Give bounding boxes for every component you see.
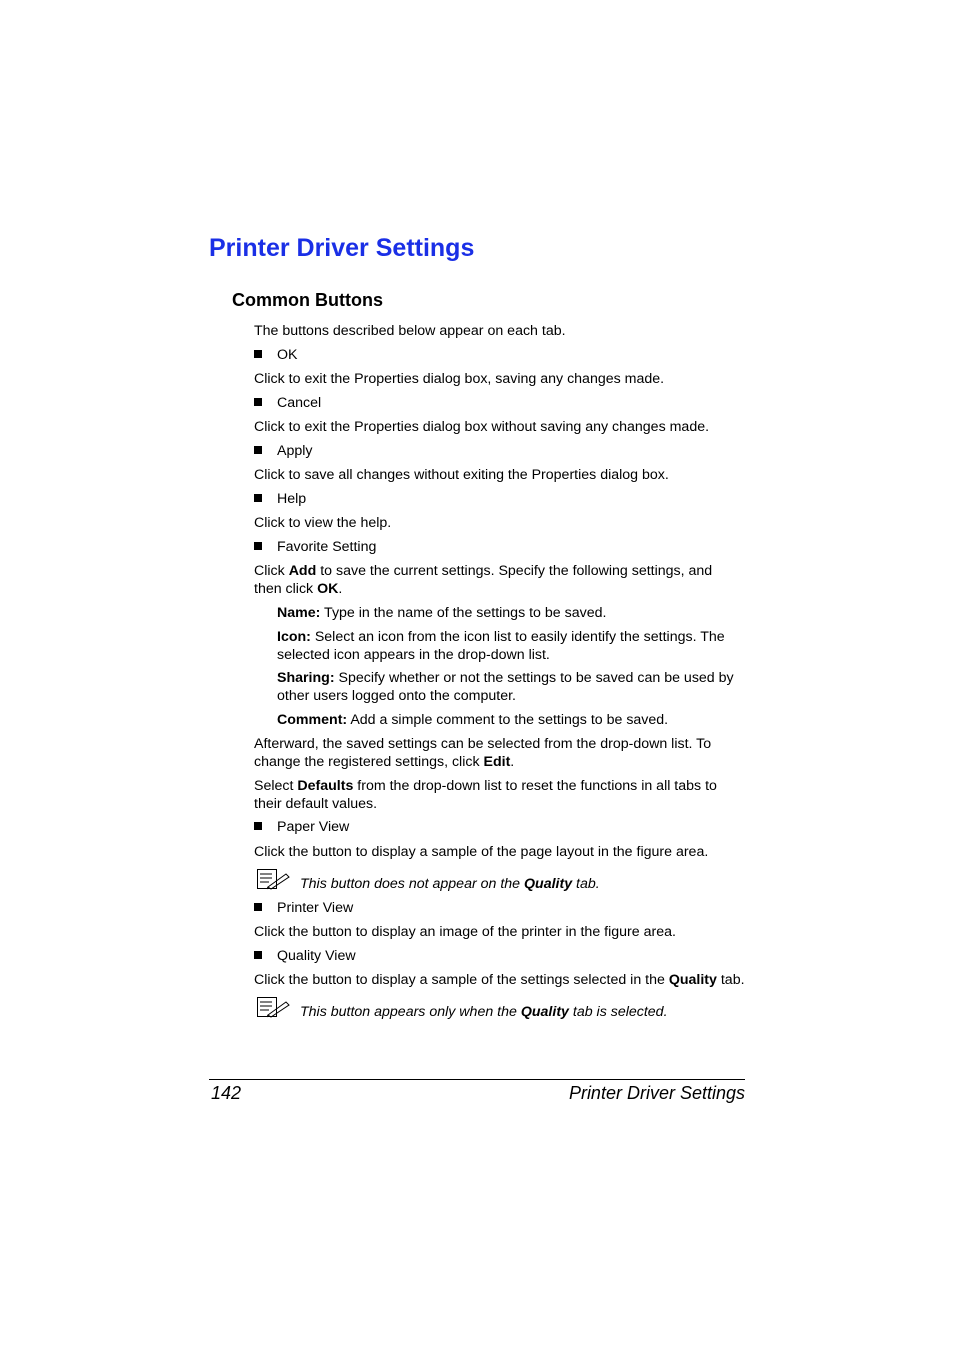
paper-view-description: Click the button to display a sample of the page layout in the figure area. [254,844,709,860]
quality-view-note: This button appears only when the Quality tab is selected. [300,1004,668,1020]
footer-divider [209,1079,745,1080]
list-item-cancel: Cancel [254,395,321,413]
quality-view-description: Click the button to display a sample of the settings selected in the Quality tab. [254,972,745,988]
square-bullet-icon [254,446,262,454]
favorite-comment-field-desc: Comment: Add a simple comment to the settings to be saved. [277,712,669,728]
list-item-quality-view: Quality View [254,948,356,966]
favorite-description: Click Add to save the current settings. Specify the following settings, and then click OK. [254,563,713,597]
square-bullet-icon [254,951,262,959]
paper-view-note: This button does not appear on the Quality tab. [300,876,600,892]
favorite-sharing-field-desc: Sharing: Specify whether or not the settings to be saved can be used by other users logged onto the computer. [277,670,734,704]
square-bullet-icon [254,822,262,830]
square-bullet-icon [254,350,262,358]
favorite-defaults-text: Select Defaults from the drop-down list to reset the functions in all tabs to their default values. [254,778,717,812]
favorite-icon-field-desc: Icon: Select an icon from the icon list to easily identify the settings. The selected icon appears in the drop-down list. [277,629,725,663]
printer-view-description: Click the button to display an image of the printer in the figure area. [254,924,676,940]
intro-text: The buttons described below appear on each tab. [254,323,566,339]
cancel-description: Click to exit the Properties dialog box without saving any changes made. [254,419,710,435]
list-item-favorite-setting: Favorite Setting [254,539,376,557]
page-heading: Printer Driver Settings [209,234,475,262]
favorite-afterward-text: Afterward, the saved settings can be selected from the drop-down list. To change the registered settings, click Edit. [254,736,712,770]
ok-description: Click to exit the Properties dialog box, saving any changes made. [254,371,665,387]
footer-title: Printer Driver Settings [568,1083,745,1103]
square-bullet-icon [254,903,262,911]
favorite-name-field-desc: Name: Type in the name of the settings to be saved. [277,605,607,621]
apply-description: Click to save all changes without exiting the Properties dialog box. [254,467,669,483]
list-item-apply: Apply [254,443,313,461]
square-bullet-icon [254,494,262,502]
list-item-paper-view: Paper View [254,819,349,837]
list-item-help: Help [254,491,306,509]
page-number: 142 [211,1083,242,1103]
list-item-ok: OK [254,347,298,365]
section-heading: Common Buttons [232,290,383,310]
note-pencil-icon [256,996,290,1018]
square-bullet-icon [254,542,262,550]
note-pencil-icon [256,868,290,890]
square-bullet-icon [254,398,262,406]
list-item-printer-view: Printer View [254,900,353,918]
help-description: Click to view the help. [254,515,392,531]
